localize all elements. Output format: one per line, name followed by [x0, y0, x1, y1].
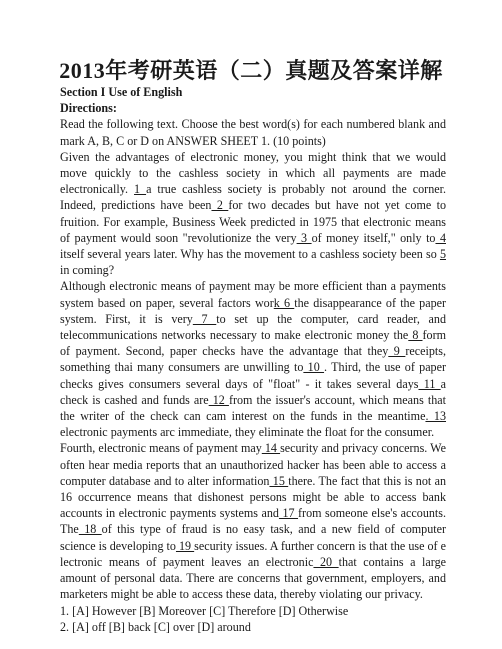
text-run: Although electronic means of payment may be more efficient than a payments system based on paper, several factors wor	[60, 279, 446, 310]
text-run: . Third, the use of paper checks gives consumers several days of "float" - it takes several days	[60, 360, 447, 391]
page-title: 2013年考研英语（二）真题及答案详解	[59, 58, 443, 83]
text-run: of this type of fraud is no easy task, and a new field of computer science is developing to	[60, 522, 447, 553]
blank: 3	[296, 230, 312, 245]
blank: 5	[439, 247, 446, 262]
blank: 18	[78, 522, 102, 537]
text-run: from someone else's accounts. The	[60, 506, 447, 537]
text-run: receipts, something thai many consumers are unwilling to	[60, 344, 447, 375]
blank: 4	[435, 230, 446, 245]
text-run: form of payment. Second, paper checks have the advantage that they	[60, 328, 447, 359]
blank: k 6	[273, 295, 295, 310]
text-run: security and privacy concerns. We often hear media reports that an unauthorized hacker has been able to access a computer database and to alter information	[60, 441, 446, 488]
text-run: a true cashless society is probably not around the corner. Indeed, predictions have been	[60, 182, 447, 213]
blank: 9	[388, 344, 406, 359]
blank: 1	[134, 182, 147, 197]
paragraph	[60, 440, 446, 602]
text-run: of money itself," only to	[311, 230, 436, 245]
text-run: there. The fact that this is not an 16 occurrence means that dishonest persons might be able to access bank accounts in electronic payments systems and	[60, 473, 446, 521]
blank: 11	[418, 376, 441, 391]
text-run: itself several years later. Why has the movement to a cashless society been so	[60, 247, 440, 262]
option-line: 1. [A] However [B] Moreover [C] Therefore [D] Otherwise	[60, 603, 349, 618]
blank: . 13	[425, 409, 447, 424]
directions-text: Read the following text. Choose the best word(s) for each numbered blank and mark A, B, C or D on ANSWER SHEET 1. (10 points)	[60, 117, 446, 148]
text-run: that contains a large amount of personal data. There are concerns that government, employers, and marketers might be able to access these data, thereby violating our privacy.	[60, 554, 446, 602]
option-line: 2. [A] off [B] back [C] over [D] around	[60, 619, 251, 634]
section-heading: Section I Use of English	[60, 85, 183, 99]
directions-heading: Directions:	[60, 101, 117, 116]
blank: 19	[175, 538, 195, 553]
text-run: electronic payments arc immediate, they eliminate the float for the consumer.	[60, 425, 435, 440]
blank: 12	[208, 392, 229, 407]
text-run: Given the advantages of electronic money, you might think that we would move quickly to the cashless society in which all payments are made electronically.	[60, 149, 446, 197]
blank: 7	[192, 311, 217, 326]
blank: 10	[303, 360, 325, 375]
blank: 17	[278, 506, 299, 521]
blank: 20	[313, 554, 339, 569]
blank: 2	[211, 198, 229, 213]
document-body	[60, 84, 446, 635]
blank: 8	[408, 328, 423, 343]
text-run: the disappearance of the paper system. First, it is very	[60, 295, 447, 326]
text-run: from the issuer's account, which means that the writer of the check can cam interest on the funds in the meantime	[60, 392, 447, 424]
paragraph	[60, 149, 446, 279]
text-run: in coming?	[60, 263, 115, 278]
paragraph	[60, 278, 446, 440]
text-run: for two decades but have not yet come to fruition. For example, Business Week predicted in 1975 that electronic means of payment would soon "revolutionize the very	[60, 198, 447, 245]
text-run: Fourth, electronic means of payment may	[60, 441, 262, 456]
text-run: security issues. A further concern is that the use of e lectronic means of payment leaves an electronic	[60, 538, 446, 569]
blank: 15	[269, 473, 289, 488]
text-run: a check is cashed and funds are	[60, 376, 446, 407]
blank: 14	[261, 441, 281, 456]
text-run: to set up the computer, card reader, and telecommunications networks necessary to make electronic money the	[60, 311, 446, 343]
